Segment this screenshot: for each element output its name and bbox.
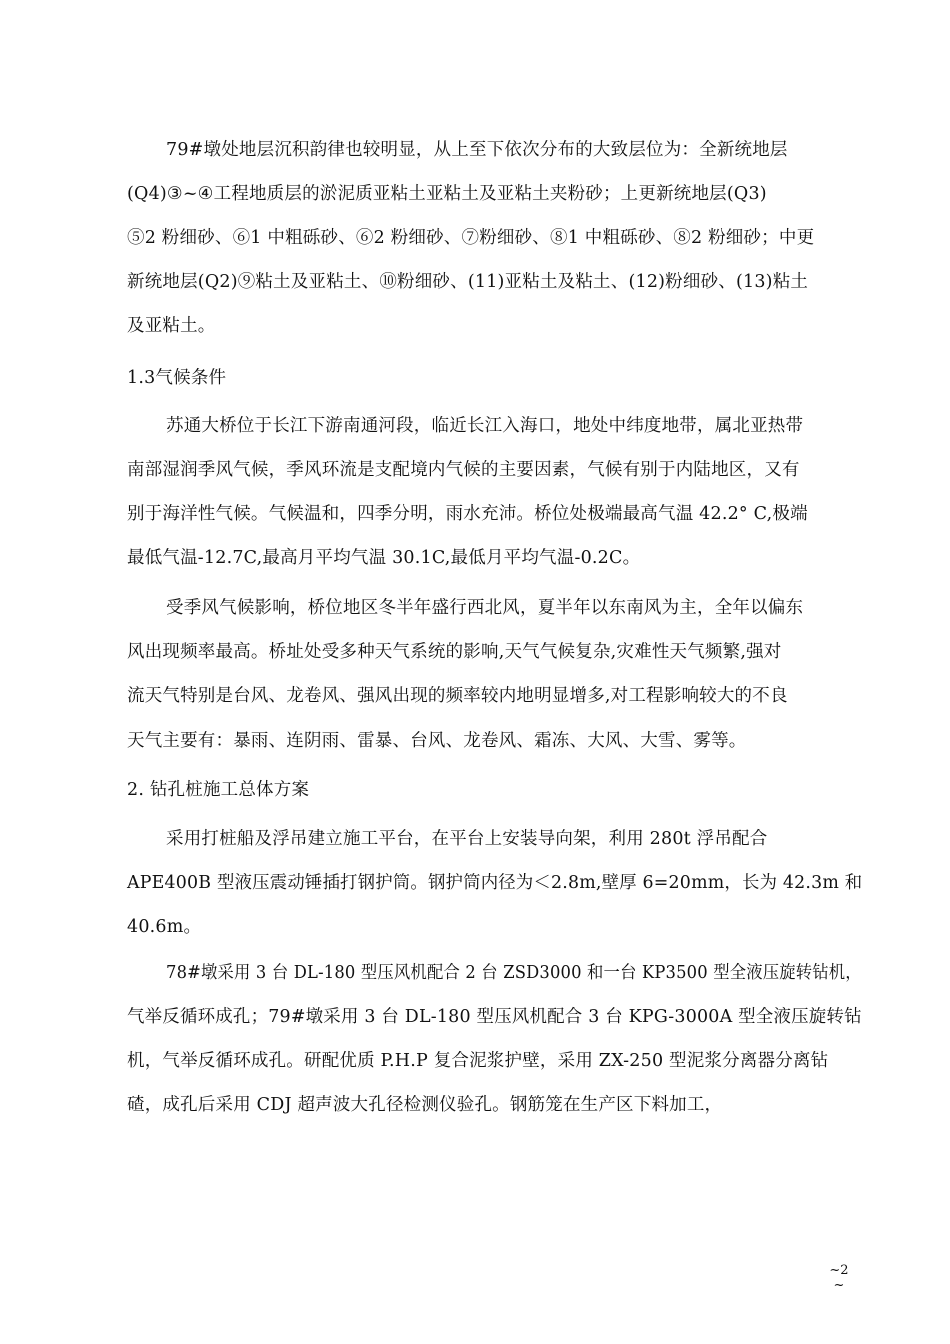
paragraph-line: APE400B 型液压震动锤插打钢护筒。钢护筒内径为＜2.8m,壁厚 6=20mm，长为 42.3m 和: [127, 873, 863, 893]
paragraph-line: 及亚粘土。: [127, 316, 216, 336]
page-number-top: ~2: [829, 1263, 849, 1278]
paragraph-line: 天气主要有：暴雨、连阴雨、雷暴、台风、龙卷风、霜冻、大风、大雪、雾等。: [127, 731, 747, 751]
paragraph-line: 气举反循环成孔；79#墩采用 3 台 DL-180 型压风机配合 3 台 KPG-3000A 型全液压旋转钻: [127, 1007, 862, 1027]
paragraph-line: 南部湿润季风气候，季风环流是支配境内气候的主要因素，气候有别于内陆地区，又有: [127, 460, 800, 480]
paragraph-line: 碴，成孔后采用 CDJ 超声波大孔径检测仪验孔。钢筋笼在生产区下料加工，: [127, 1095, 723, 1115]
paragraph-line: 78#墩采用 3 台 DL-180 型压风机配合 2 台 ZSD3000 和一台 KP3500 型全液压旋转钻机，: [166, 963, 862, 983]
paragraph-line: 采用打桩船及浮吊建立施工平台，在平台上安装导向架，利用 280t 浮吊配合: [166, 829, 768, 849]
paragraph-line: 受季风气候影响，桥位地区冬半年盛行西北风，夏半年以东南风为主，全年以偏东: [166, 598, 804, 618]
paragraph-line: 风出现频率最高。桥址处受多种天气系统的影响,天气气候复杂,灾难性天气频繁,强对: [127, 642, 782, 662]
section-heading: 1.3气候条件: [127, 368, 227, 388]
page-number: [829, 1263, 849, 1293]
paragraph-line: 40.6m。: [127, 917, 202, 937]
paragraph-line: ⑤2 粉细砂、⑥1 中粗砾砂、⑥2 粉细砂、⑦粉细砂、⑧1 中粗砾砂、⑧2 粉细砂；中更: [127, 228, 815, 248]
paragraph-line: 流天气特别是台风、龙卷风、强风出现的频率较内地明显增多,对工程影响较大的不良: [127, 686, 788, 706]
paragraph-line: (Q4)③~④工程地质层的淤泥质亚粘土亚粘土及亚粘土夹粉砂；上更新统地层(Q3): [127, 184, 767, 204]
paragraph-line: 新统地层(Q2)⑨粘土及亚粘土、⑩粉细砂、(11)亚粘土及粘土、(12)粉细砂、(13)粘土: [127, 272, 809, 292]
paragraph-line: 机，气举反循环成孔。研配优质 P.H.P 复合泥浆护壁，采用 ZX-250 型泥浆分离器分离钻: [127, 1051, 829, 1071]
page-number-bottom: ~: [833, 1278, 845, 1293]
paragraph-line: 79#墩处地层沉积韵律也较明显，从上至下依次分布的大致层位为：全新统地层: [166, 140, 788, 160]
paragraph-line: 苏通大桥位于长江下游南通河段，临近长江入海口，地处中纬度地带，属北亚热带: [166, 416, 804, 436]
paragraph-line: 最低气温-12.7C,最高月平均气温 30.1C,最低月平均气温-0.2C。: [127, 548, 641, 568]
paragraph-line: 别于海洋性气候。气候温和，四季分明，雨水充沛。桥位处极端最高气温 42.2° C,极端: [127, 504, 808, 524]
section-heading: 2. 钻孔桩施工总体方案: [127, 780, 310, 800]
